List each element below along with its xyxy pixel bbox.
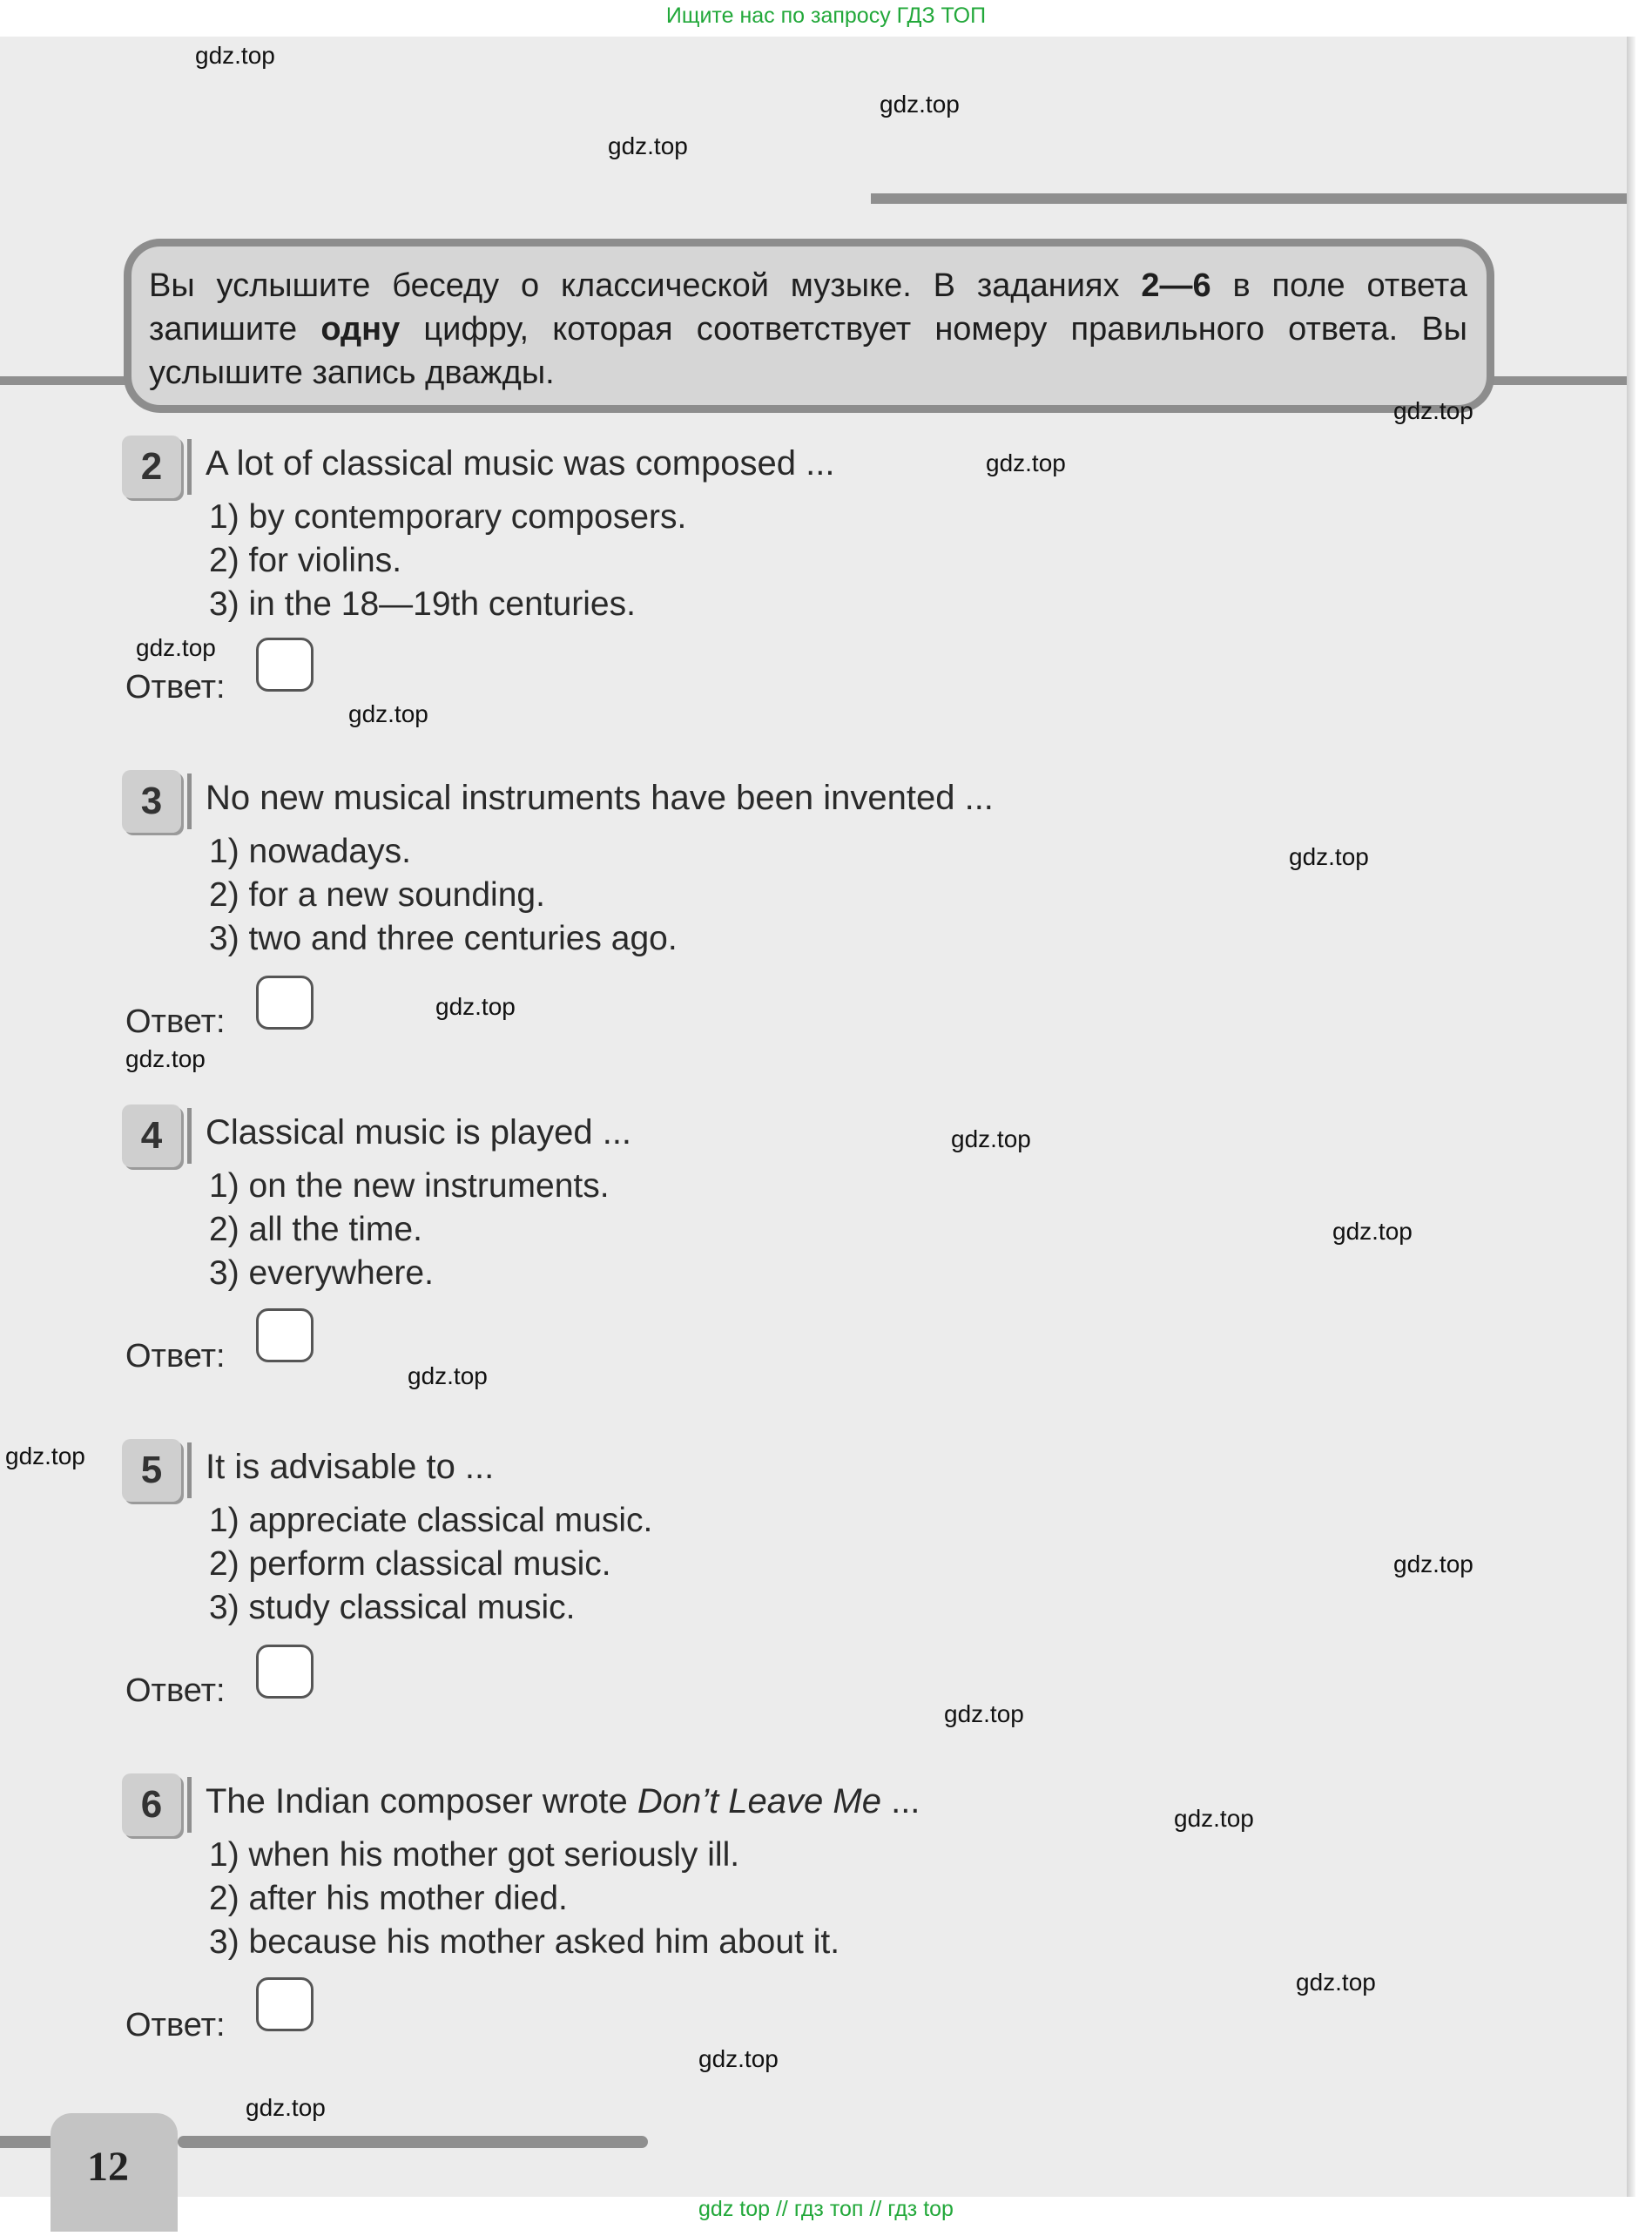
footer-rule-left — [0, 2136, 51, 2148]
answer-box-task-6[interactable] — [256, 1977, 314, 2031]
song-title: Don’t Leave Me — [637, 1782, 881, 1821]
header-rule — [871, 193, 1628, 204]
answer-box-task-2[interactable] — [256, 638, 314, 692]
task-prompt: It is advisable to ... — [206, 1448, 495, 1486]
option-2: 2) after his mother died. — [209, 1880, 568, 1917]
watermark: gdz.top — [195, 42, 275, 69]
watermark: gdz.top — [608, 132, 688, 159]
watermark: gdz.top — [698, 2045, 779, 2072]
task-number-badge: 6 — [122, 1773, 181, 1836]
watermark: gdz.top — [1393, 397, 1473, 424]
watermark: gdz.top — [986, 449, 1066, 476]
instruction-text: Вы услышите беседу о классической музыке. В заданиях — [149, 267, 1142, 304]
option-1: 1) on the new instruments. — [209, 1167, 610, 1205]
option-2: 2) for a new sounding. — [209, 876, 545, 914]
answer-box-task-3[interactable] — [256, 976, 314, 1030]
footer-rule — [178, 2136, 648, 2148]
instruction-text: в поле ответа запишите — [149, 267, 1467, 348]
watermark: gdz.top — [880, 91, 960, 118]
watermark: gdz.top — [136, 634, 216, 661]
watermark: gdz.top — [944, 1700, 1024, 1727]
instruction-box — [124, 239, 1494, 413]
watermark: gdz.top — [408, 1362, 488, 1389]
task-prompt — [206, 1782, 920, 1821]
answer-box-task-4[interactable] — [256, 1308, 314, 1362]
task-prompt-ellipsis: ... — [880, 1782, 920, 1821]
instruction-bold-word: одну — [320, 311, 401, 348]
instruction-text: цифру, которая соответствует номеру правильного ответа. Вы услышите запись дважды. — [149, 311, 1467, 391]
watermark: gdz.top — [1296, 1969, 1376, 1996]
bottom-banner[interactable]: gdz top // гдз топ // гдз top — [698, 2197, 954, 2221]
task-number-badge: 5 — [122, 1439, 181, 1502]
watermark: gdz.top — [5, 1442, 85, 1469]
answer-label: Ответ: — [125, 1003, 226, 1040]
watermark: gdz.top — [951, 1125, 1031, 1152]
option-2: 2) for violins. — [209, 542, 402, 579]
answer-box-task-5[interactable] — [256, 1645, 314, 1699]
option-1: 1) nowadays. — [209, 833, 411, 870]
page-number: 12 — [87, 2144, 129, 2190]
task-prompt: No new musical instruments have been invented ... — [206, 779, 994, 817]
watermark: gdz.top — [1332, 1218, 1413, 1245]
top-banner[interactable]: Ищите нас по запросу ГДЗ ТОП — [665, 3, 987, 28]
task-number-badge: 4 — [122, 1104, 181, 1167]
option-1: 1) when his mother got seriously ill. — [209, 1836, 740, 1874]
task-prompt: Classical music is played ... — [206, 1113, 632, 1152]
watermark: gdz.top — [435, 993, 516, 1020]
workbook-page — [0, 37, 1628, 2197]
option-1: 1) appreciate classical music. — [209, 1502, 653, 1539]
task-prompt: A lot of classical music was composed ... — [206, 444, 835, 483]
watermark: gdz.top — [125, 1045, 206, 1072]
instruction-bold-range: 2—6 — [1141, 267, 1211, 304]
watermark: gdz.top — [1393, 1550, 1473, 1577]
option-3: 3) because his mother asked him about it. — [209, 1923, 840, 1961]
watermark: gdz.top — [348, 700, 428, 727]
option-2: 2) all the time. — [209, 1211, 422, 1248]
answer-label: Ответ: — [125, 2007, 226, 2043]
option-3: 3) two and three centuries ago. — [209, 920, 678, 957]
option-3: 3) study classical music. — [209, 1589, 576, 1626]
watermark: gdz.top — [246, 2094, 326, 2121]
task-number-badge: 3 — [122, 770, 181, 833]
answer-label: Ответ: — [125, 1338, 226, 1375]
answer-label: Ответ: — [125, 1672, 226, 1709]
option-2: 2) perform classical music. — [209, 1545, 611, 1583]
watermark: gdz.top — [1174, 1805, 1254, 1832]
option-3: 3) in the 18—19th centuries. — [209, 585, 636, 623]
task-prompt-text: The Indian composer wrote — [206, 1782, 637, 1821]
answer-label: Ответ: — [125, 669, 226, 706]
option-3: 3) everywhere. — [209, 1254, 434, 1292]
task-number-badge: 2 — [122, 436, 181, 498]
watermark: gdz.top — [1289, 843, 1369, 870]
option-1: 1) by contemporary composers. — [209, 498, 687, 536]
